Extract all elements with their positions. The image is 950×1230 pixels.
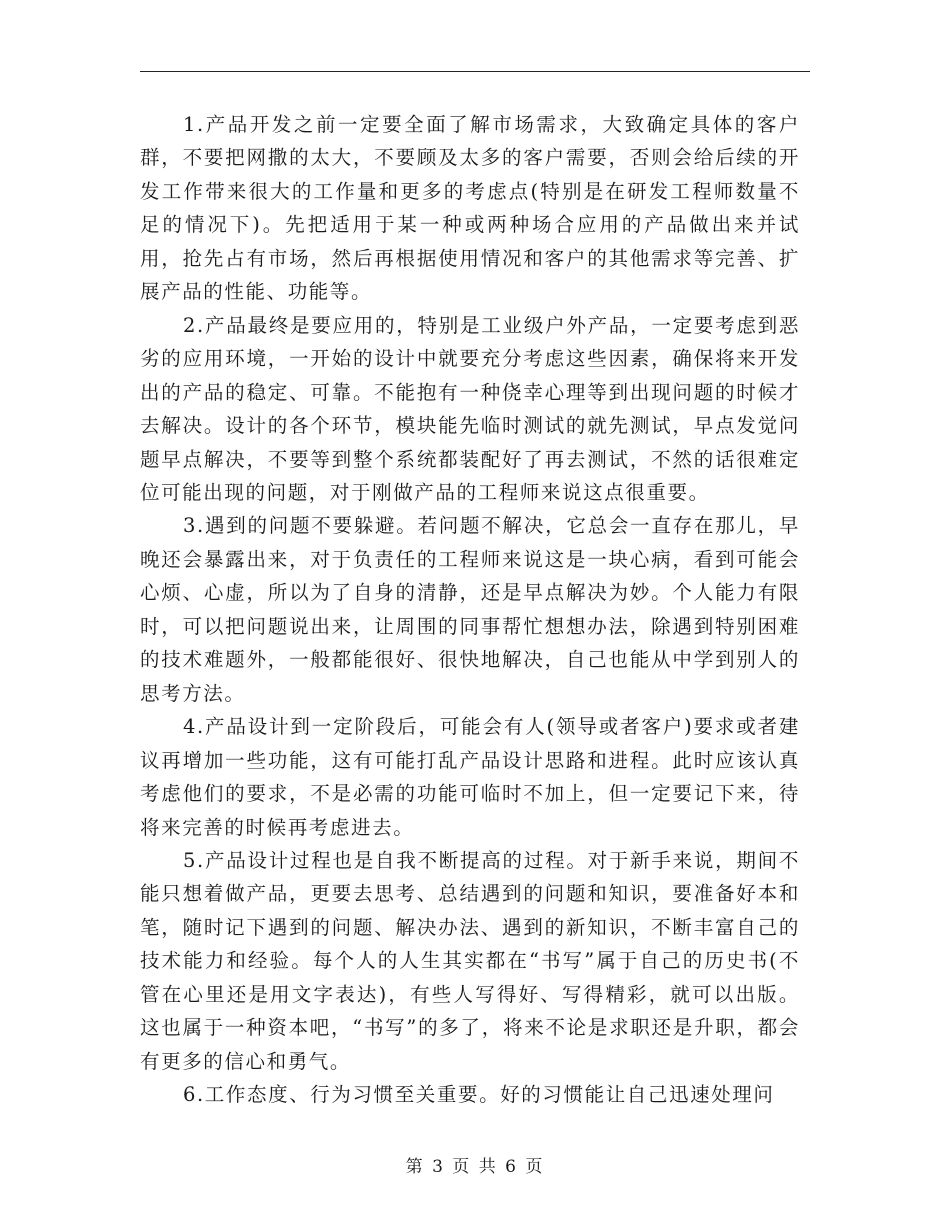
paragraph-2: 2.产品最终是要应用的，特别是工业级户外产品，一定要考虑到恶劣的应用环境，一开始的设计中就要充分考虑这些因素，确保将来开发出的产品的稳定、可靠。不能抱有一种侥幸心理等到出现问题的时候才去解决。设计的各个环节，模块能先临时测试的就先测试，早点发觉问题早点解决，不要等到整个系统都装配好了再去测试，不然的话很难定位可能出现的问题，对于刚做产品的工程师来说这点很重要。 — [140, 313, 800, 504]
page-number-footer: 第 3 页 共 6 页 — [405, 1157, 545, 1177]
paragraph-1: 1.产品开发之前一定要全面了解市场需求，大致确定具体的客户群，不要把网撒的太大，不要顾及太多的客户需要，否则会给后续的开发工作带来很大的工作量和更多的考虑点(特别是在研发工程师数量不足的情况下)。先把适用于某一种或两种场合应用的产品做出来并试用，抢先占有市场，然后再根据使用情况和客户的其他需求等完善、扩展产品的性能、功能等。 — [140, 113, 800, 304]
header-rule — [140, 71, 810, 72]
paragraph-5: 5.产品设计过程也是自我不断提高的过程。对于新手来说，期间不能只想着做产品，更要去思考、总结遇到的问题和知识，要准备好本和笔，随时记下遇到的问题、解决办法、遇到的新知识，不断丰富自己的技术能力和经验。每个人的人生其实都在“书写”属于自己的历史书(不管在心里还是用文字表达)，有些人写得好、写得精彩，就可以出版。这也属于一种资本吧，“书写”的多了，将来不论是求职还是升职，都会有更多的信心和勇气。 — [140, 848, 800, 1073]
paragraph-6: 6.工作态度、行为习惯至关重要。好的习惯能让自己迅速处理问 — [183, 1083, 775, 1107]
paragraph-4: 4.产品设计到一定阶段后，可能会有人(领导或者客户)要求或者建议再增加一些功能，这有可能打乱产品设计思路和进程。此时应该认真考虑他们的要求，不是必需的功能可临时不加上，但一定要记下来，待将来完善的时候再考虑进去。 — [140, 715, 800, 839]
paragraph-3: 3.遇到的问题不要躲避。若问题不解决，它总会一直存在那儿，早晚还会暴露出来，对于负责任的工程师来说这是一块心病，看到可能会心烦、心虚，所以为了自身的清静，还是早点解决为妙。个人能力有限时，可以把问题说出来，让周围的同事帮忙想想办法，除遇到特别困难的技术难题外，一般都能很好、很快地解决，自己也能从中学到别人的思考方法。 — [140, 514, 800, 705]
document-body — [140, 108, 800, 1112]
